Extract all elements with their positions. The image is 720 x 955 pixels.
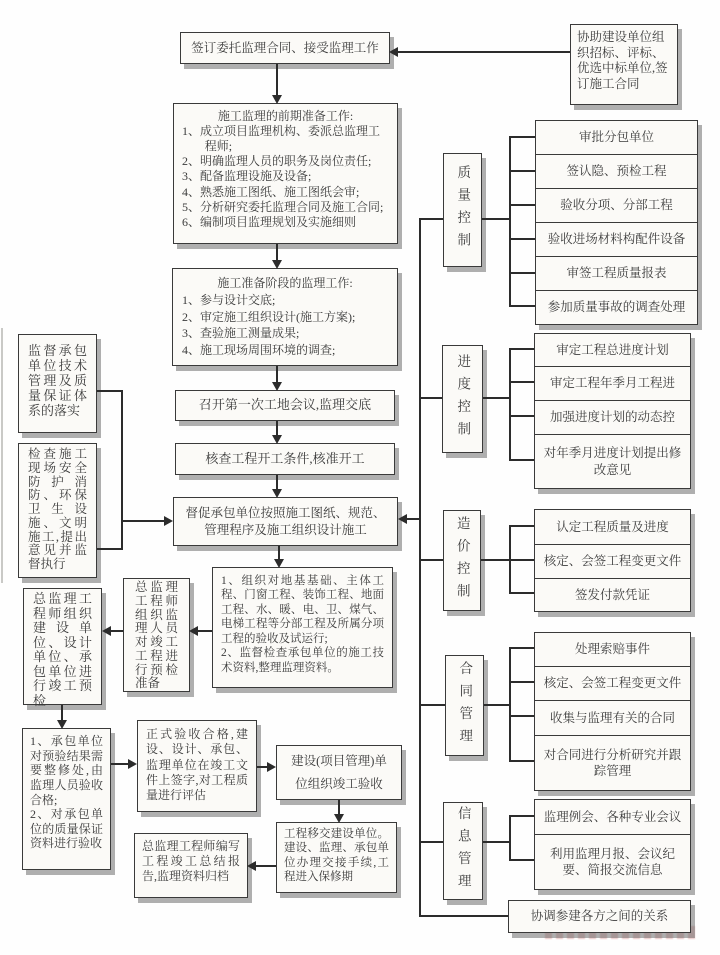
node-owner-acceptance: 建设(项目管理)单位组织竣工验收 [276, 745, 402, 800]
connector [419, 397, 442, 399]
arrowhead [272, 382, 282, 391]
connector [197, 630, 212, 632]
list-item: 核定、会签工程变更文件 [535, 544, 690, 578]
list-item: 1、组织对地基基础、主体工程、门窗工程、装饰工程、地面工程、水、暖、电、卫、煤气、电梯工程等分部工程及所属分项工程的验收及试运行; [221, 575, 384, 645]
connector [509, 760, 534, 762]
connector [111, 763, 129, 765]
connector [483, 397, 510, 399]
scan-edge-artifact [1, 328, 3, 583]
list-item: 1、成立项目监理机构、委派总监理工程师; [182, 124, 381, 154]
node-first-site-meeting: 召开第一次工地会议,监理交底 [175, 390, 395, 421]
list-item: 审签工程质量报表 [536, 256, 697, 290]
connector [419, 218, 443, 220]
connector [481, 559, 510, 561]
arrowhead [272, 435, 282, 444]
connector [419, 915, 508, 917]
arrowhead [272, 260, 282, 269]
connector [509, 136, 535, 138]
connector [509, 459, 534, 461]
node-early-preparation-title: 施工监理的前期准备工作: [217, 109, 354, 123]
list-item: 签认隐、预检工程 [536, 154, 697, 188]
connector [509, 272, 535, 274]
list-item: 核定、会签工程变更文件 [535, 666, 690, 700]
node-final-report-archive: 总监理工程师编写工程竣工总结报告,监理资料归档 [134, 833, 248, 898]
connector [97, 548, 122, 550]
list-item: 1、参与设计交底; [182, 292, 276, 307]
connector [509, 238, 535, 240]
arrowhead [389, 47, 398, 57]
node-urge-construction: 督促承包单位按照施工图纸、规范、管理程序及施工组织设计施工 [173, 497, 398, 546]
arrowhead [334, 814, 344, 823]
node-precheck-organize: 总监理工程师组织建设单位、设计单位、承包单位进行竣工预检 [23, 588, 102, 705]
category-cost-control: 造价控制 [443, 510, 481, 611]
list-item: 认定工程质量及进度 [556, 519, 669, 534]
category-contract-management: 合同管理 [445, 655, 484, 756]
list-item: 1、承包单位对预验结果需要整修处,由监理人员验收合格; [30, 734, 103, 807]
connector [256, 865, 276, 867]
node-coordinate-parties: 协调参建各方之间的关系 [508, 900, 691, 933]
list-item: 监理例会、各种专业会议 [543, 809, 682, 824]
connector [276, 475, 278, 490]
arrowhead [398, 514, 407, 524]
connector [121, 390, 123, 550]
connector [509, 415, 534, 417]
list-item: 处理索赔事件 [574, 642, 650, 657]
connector [509, 859, 534, 861]
arrowhead [247, 861, 256, 871]
connector [482, 218, 510, 220]
list-item: 验收进场材料构配件设备 [536, 222, 697, 256]
connector [509, 647, 534, 649]
connector [509, 136, 511, 307]
connector [509, 348, 534, 350]
connector-trunk [419, 218, 421, 916]
arrowhead [57, 720, 67, 729]
list-item: 3、查验施工测量成果; [182, 326, 300, 341]
connector [509, 525, 534, 527]
node-assist-bidding: 协助建设单位组织招标、评标、优选中标单位,签订施工合同 [570, 24, 678, 105]
node-supervise-quality-system: 监督承包单位技术管理及质量保证体系的落实 [18, 334, 97, 433]
information-item-group [534, 799, 691, 890]
arrowhead [272, 95, 282, 104]
connector [509, 815, 511, 861]
connector [509, 305, 535, 307]
connector [406, 518, 420, 520]
connector [509, 592, 534, 594]
connector [110, 630, 123, 632]
cost-item-group [534, 509, 691, 612]
list-item: 4、施工现场周围环境的调查; [182, 343, 336, 358]
connector [276, 64, 278, 97]
schedule-item-group [534, 333, 691, 489]
list-item: 5、分析研究委托监理合同及施工合同; [182, 199, 384, 214]
connector [509, 815, 534, 817]
list-item: 签发付款凭证 [535, 578, 690, 611]
connector [509, 348, 511, 461]
list-item: 2、监督检查承包单位的施工技术资料,整理监理资料。 [221, 647, 384, 674]
connector [276, 244, 278, 261]
connector [484, 704, 510, 706]
node-inspect-site-safety: 检查施工现场安全防护消防、环保卫生设施、文明施工,提出意见并监督执行 [18, 443, 97, 578]
connector [397, 51, 570, 53]
node-formal-acceptance: 正式验收合格,建设、设计、承包、监理单位在竣工文件上签字,对工程质量进行评估 [137, 720, 257, 812]
list-item: 2、审定施工组织设计(施工方案); [182, 309, 356, 324]
arrowhead [189, 626, 198, 636]
connector [97, 390, 122, 392]
category-schedule-control: 进度控制 [442, 345, 483, 453]
list-item: 2、对承包单位的质量保证资料进行验收 [30, 807, 103, 851]
list-item: 对合同进行分析研究并跟踪管理 [535, 735, 690, 790]
node-stage-preparation [172, 268, 398, 366]
connector [509, 381, 534, 383]
connector [276, 366, 278, 383]
arrowhead [102, 626, 111, 636]
node-stage-preparation-title: 施工准备阶段的监理工作: [217, 276, 353, 290]
list-item: 利用监理月报、会议纪要、简报交流信息 [535, 834, 690, 889]
list-item: 参加质量事故的调查处理 [536, 290, 697, 324]
node-rectify-acceptance [22, 728, 111, 870]
list-item: 加强进度计划的动态控 [535, 400, 690, 434]
connector [509, 647, 511, 762]
list-item: 审定工程年季月工程进 [535, 366, 690, 400]
category-information-management: 信息管理 [443, 802, 483, 900]
connector [419, 704, 445, 706]
list-item: 收集与监理有关的合同 [535, 700, 690, 735]
arrowhead [164, 516, 173, 526]
list-item: 对年季月进度计划提出修改意见 [535, 434, 690, 488]
list-item: 2、明确监理人员的职务及岗位责任; [182, 154, 372, 169]
connector [61, 705, 63, 721]
connector [509, 204, 535, 206]
node-precheck-prepare: 总监理工程师组织监理人员对竣工工程进行预检准备 [123, 578, 190, 692]
node-handover-warranty: 工程移交建设单位。建设、监理、承包单位办理交接手续,工程进入保修期 [276, 822, 397, 893]
list-item: 4、熟悉施工图纸、施工图纸会审; [182, 184, 360, 199]
list-item: 审定工程总进度计划 [556, 342, 669, 357]
connector [276, 421, 278, 436]
connector [419, 841, 443, 843]
arrowhead [274, 559, 284, 568]
list-item: 审批分包单位 [578, 130, 654, 145]
arrowhead [128, 759, 137, 769]
list-item: 3、配备监理设施及设备; [182, 169, 312, 184]
connector [419, 559, 443, 561]
connector [278, 546, 280, 560]
connector [509, 681, 534, 683]
list-item: 6、编制项目监理规划及实施细则 [182, 214, 357, 229]
connector [509, 559, 534, 561]
node-early-preparation [173, 103, 398, 244]
connector [338, 800, 340, 815]
quality-item-group [535, 120, 698, 325]
node-check-commencement: 核查工程开工条件,核准开工 [175, 443, 395, 475]
node-acceptance-organize [212, 567, 393, 688]
connector [509, 715, 534, 717]
list-item: 验收分项、分部工程 [536, 188, 697, 222]
arrowhead [267, 762, 276, 772]
category-quality-control: 质量控制 [443, 153, 482, 267]
connector [509, 170, 535, 172]
contract-item-group [534, 632, 691, 791]
connector [483, 841, 510, 843]
arrowhead [272, 489, 282, 498]
connector [121, 520, 165, 522]
node-sign-contract: 签订委托监理合同、接受监理工作 [180, 32, 390, 64]
